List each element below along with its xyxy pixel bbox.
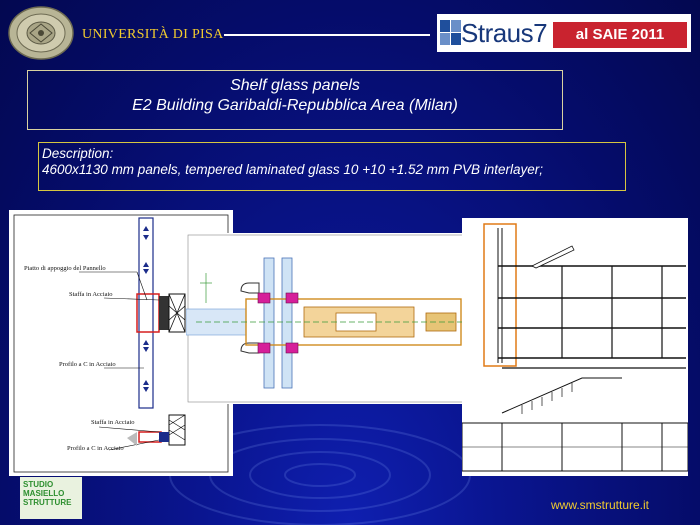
label-steel-bracket-1: Staffa in Acciaio — [69, 291, 113, 298]
slide-title: Shelf glass panels — [230, 77, 360, 94]
website-link[interactable]: www.smstrutture.it — [551, 498, 650, 512]
building-section-drawing — [462, 218, 688, 476]
banner-event: al SAIE 2011 — [553, 22, 687, 48]
label-steel-bracket-2: Staffa in Acciaio — [91, 419, 135, 426]
label-steel-profile-1: Profilo a C in Acciaio — [59, 361, 116, 368]
banner-brand: Straus7 — [461, 18, 548, 48]
slide-subtitle: E2 Building Garibaldi-Repubblica Area (Milan) — [132, 97, 458, 114]
university-name[interactable]: UNIVERSITÀ DI PISA — [82, 27, 224, 42]
studio-masiello-logo — [20, 477, 82, 519]
university-seal-logo — [8, 6, 74, 60]
slide-title-box — [27, 70, 563, 130]
label-steel-profile-2: Profilo a C in Acciaio — [67, 445, 124, 452]
studio-line-2: MASIELLO — [23, 489, 65, 498]
straus7-banner — [437, 14, 691, 52]
description-text: 4600x1130 mm panels, tempered laminated glass 10 +10 +1.52 mm PVB interlayer; — [42, 162, 544, 177]
description-box — [38, 142, 626, 191]
header-divider — [224, 34, 430, 36]
studio-line-1: STUDIO — [23, 480, 54, 489]
description-label: Description: — [42, 146, 114, 161]
straus7-logo-icon — [440, 20, 462, 46]
label-support-plate: Piatto di appoggio del Pannello — [24, 265, 106, 272]
studio-line-3: STRUTTURE — [23, 498, 72, 507]
connection-detail-drawing — [186, 233, 469, 404]
